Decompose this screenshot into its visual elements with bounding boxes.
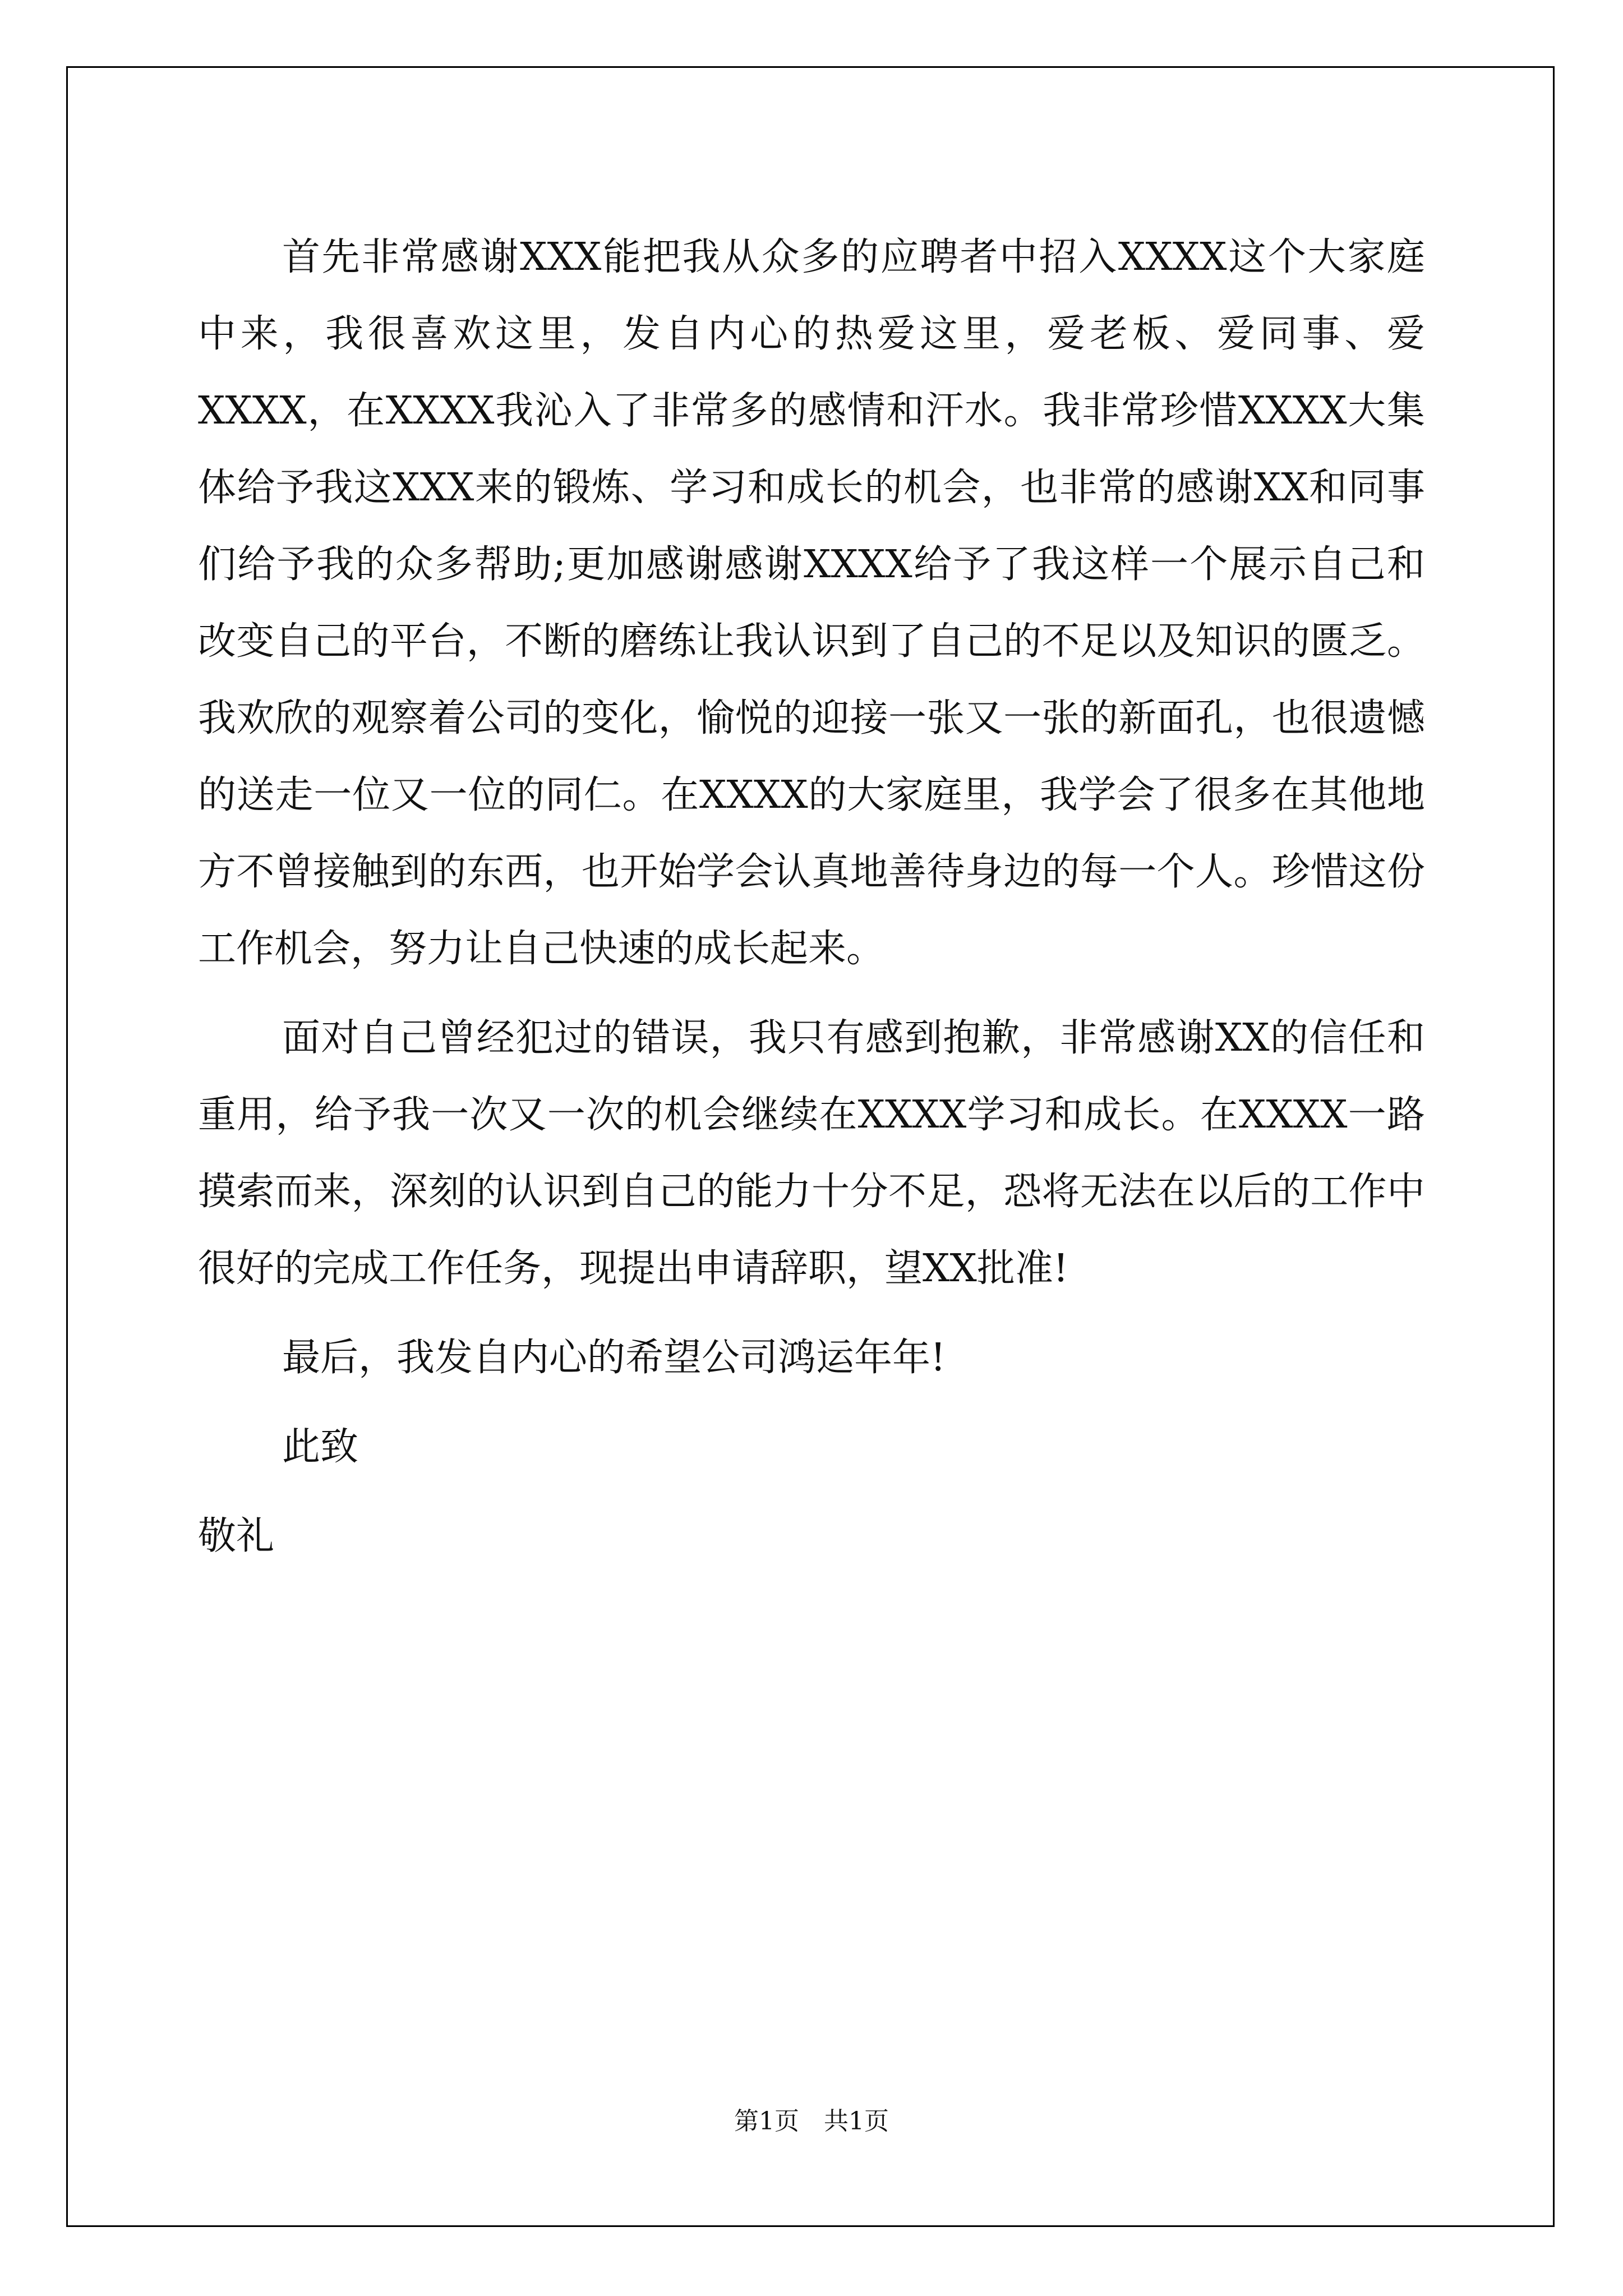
salutation: 此致 (282, 1425, 359, 1469)
closing: 敬礼 (198, 1514, 275, 1558)
paragraph-resignation: 面对自己曾经犯过的错误，我只有感到抱歉，非常感谢XX的信任和重用，给予我一次又一次的机会继续在XXXX学习和成长。在XXXX一路摸索而来，深刻的认识到自己的能力十分不足，恐将无法在以后的工作中很好的完成工作任务，现提出申请辞职，望XX批准! (198, 1016, 1425, 1291)
letter-body (198, 219, 1425, 1587)
paragraph-wishes: 最后，我发自内心的希望公司鸿运年年! (282, 1336, 946, 1380)
page-number: 第1页 共1页 (734, 2107, 889, 2136)
paragraph-gratitude: 首先非常感谢XXX能把我从众多的应聘者中招入XXXX这个大家庭中来，我很喜欢这里，发自内心的热爱这里，爱老板、爱同事、爱XXXX，在XXXX我沁入了非常多的感情和汗水。我非常珍惜XXXX大集体给予我这XXX来的锻炼、学习和成长的机会，也非常的感谢XX和同事们给予我的众多帮助;更加感谢感谢XXXX给予了我这样一个展示自己和改变自己的平台，不断的磨练让我认识到了自己的不足以及知识的匮乏。我欢欣的观察着公司的变化，愉悦的迎接一张又一张的新面孔，也很遗憾的送走一位又一位的同仁。在XXXX的大家庭里，我学会了很多在其他地方不曾接触到的东西，也开始学会认真地善待身边的每一个人。珍惜这份工作机会，努力让自己快速的成长起来。 (198, 235, 1425, 971)
